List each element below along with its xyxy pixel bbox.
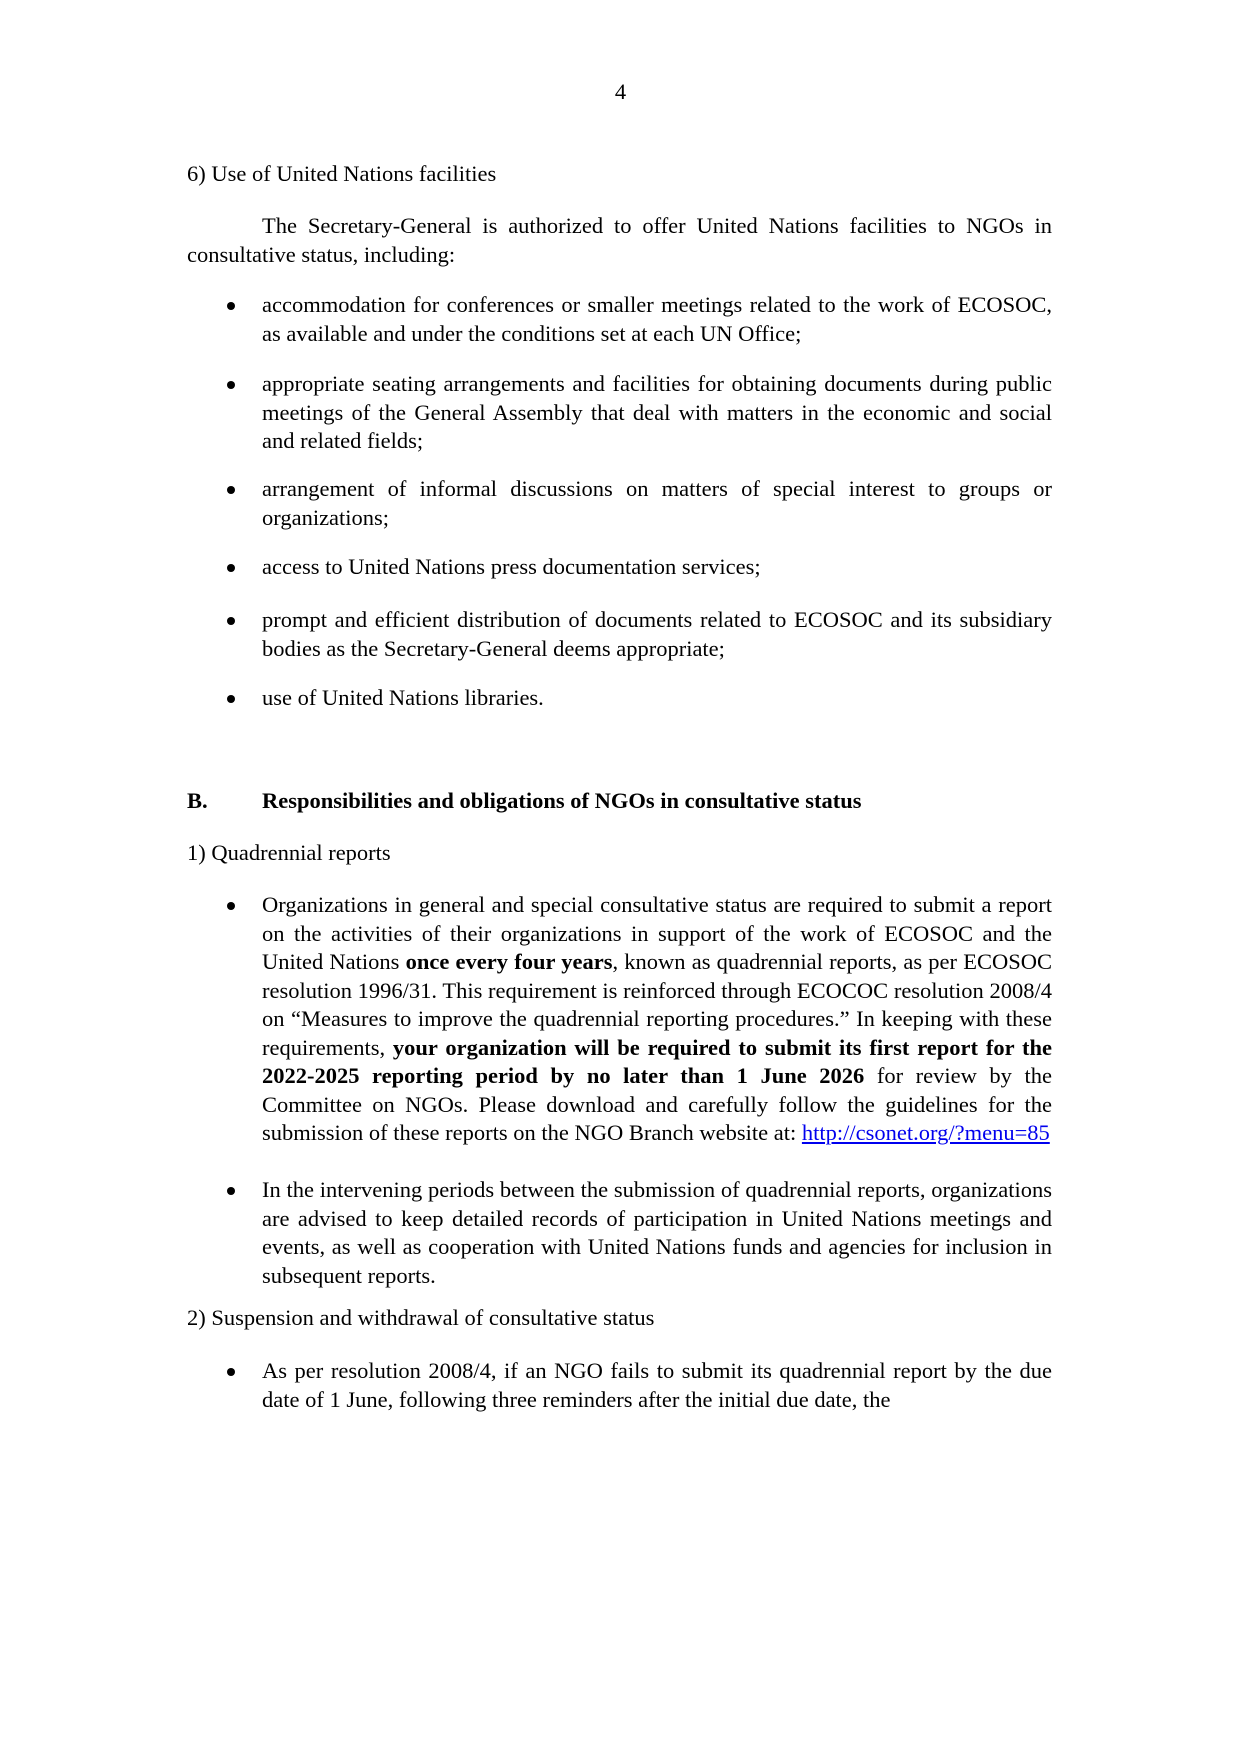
emphasis-frequency: once every four years [405, 949, 613, 974]
subsection-1-title: 1) Quadrennial reports [187, 840, 391, 865]
guidelines-link[interactable]: http://csonet.org/?menu=85 [801, 1120, 1050, 1145]
bullet-icon [227, 902, 235, 910]
list-item: In the intervening periods between the submission of quadrennial reports, organizations are advised to keep detailed records of participation in United Nations meetings and events, as well as cooperation with United Nations funds and agencies for inclusion in subsequent reports. [262, 1176, 1052, 1290]
bullet-icon [227, 381, 235, 389]
section-6-intro: The Secretary-General is authorized to offer United Nations facilities to NGOs in consultative status, including: [187, 213, 1052, 267]
page-number: 4 [614, 79, 627, 104]
list-item: prompt and efficient distribution of documents related to ECOSOC and its subsidiary bodies as the Secretary-General deems appropriate; [262, 606, 1052, 663]
list-item: Organizations in general and special consultative status are required to submit a report on the activities of their organizations in support of the work of ECOSOC and the United Nations once every four years, known as quadrennial reports, as per ECOSOC resolution 1996/31. This requirement is reinforced through ECOCOC resolution 2008/4 on “Measures to improve the quadrennial reporting procedures.” In keeping with these requirements, your organization will be required to submit its first report for the 2022-2025 reporting period by no later than 1 June 2026 for review by the Committee on NGOs. Please download and carefully follow the guidelines for the submission of these reports on the NGO Branch website at: http://csonet.org/?menu=85 [262, 891, 1052, 1148]
bullet-icon [227, 617, 235, 625]
bullet-icon [227, 486, 235, 494]
bullet-icon [227, 564, 235, 572]
bullet-icon [227, 302, 235, 310]
subsection-2-title: 2) Suspension and withdrawal of consultative status [187, 1305, 655, 1330]
list-item: As per resolution 2008/4, if an NGO fails to submit its quadrennial report by the due date of 1 June, following three reminders after the initial due date, the [262, 1357, 1052, 1414]
section-b-letter: B. [187, 788, 208, 813]
list-item: arrangement of informal discussions on matters of special interest to groups or organizations; [262, 475, 1052, 532]
bullet-icon [227, 1368, 235, 1376]
list-item: appropriate seating arrangements and facilities for obtaining documents during public meetings of the General Assembly that deal with matters in the economic and social and related fields; [262, 370, 1052, 456]
section-b-heading [187, 787, 1052, 816]
bullet-icon [227, 695, 235, 703]
bullet-icon [227, 1187, 235, 1195]
list-item: use of United Nations libraries. [262, 684, 1052, 713]
section-6-title: 6) Use of United Nations facilities [187, 161, 497, 186]
list-item: accommodation for conferences or smaller meetings related to the work of ECOSOC, as available and under the conditions set at each UN Office; [262, 291, 1052, 348]
section-b-title: Responsibilities and obligations of NGOs in consultative status [262, 788, 862, 813]
list-item: access to United Nations press documentation services; [262, 553, 1052, 582]
emphasis-deadline: your organization will be required to submit its first report for the 2022-2025 reporting period by no later than 1 June 2026 [262, 1034, 1052, 1088]
